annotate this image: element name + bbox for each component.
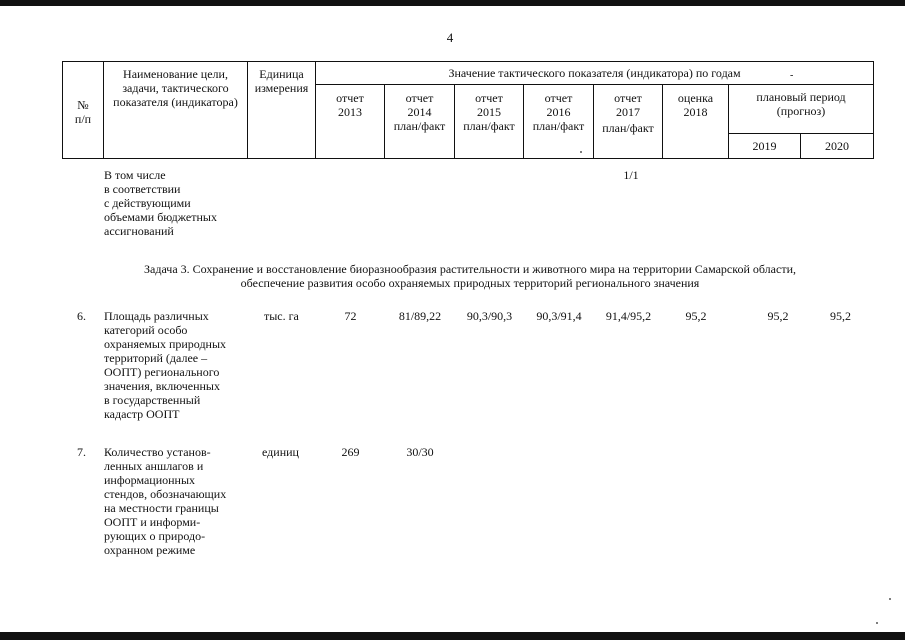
header-num-cell: № п/п bbox=[63, 62, 104, 159]
row-6-value-2016: 90,3/91,4 bbox=[536, 309, 582, 323]
row-6-value-2020: 95,2 bbox=[830, 309, 851, 323]
row-6-value-2014: 81/89,22 bbox=[398, 309, 442, 323]
row-6-value-2017: 91,4/95,2 bbox=[605, 309, 652, 323]
header-year-2019: 2019 bbox=[729, 133, 801, 158]
header-year-2014: отчет 2014 план/факт bbox=[385, 85, 455, 159]
row-7-value-2013: 269 bbox=[341, 445, 360, 459]
intro-row-2017-value: 1/1 bbox=[623, 168, 639, 182]
row-6-name: Площадь различных категорий особо охраняемых природных территорий (далее – ООПТ) регионального значения, включенных в государственный кадастр ООПТ bbox=[104, 309, 227, 421]
row-6-value-2015: 90,3/90,3 bbox=[466, 309, 513, 323]
row-6-value-2018: 95,2 bbox=[685, 309, 707, 323]
header-year-2017: отчет 2017 план/факт bbox=[594, 85, 663, 159]
intro-row-text: В том числе в соответствии с действующими объемами бюджетных ассигнований bbox=[104, 168, 217, 238]
row-6-unit: тыс. га bbox=[264, 309, 299, 323]
row-6-value-2019: 95,2 bbox=[767, 309, 789, 323]
scan-speck bbox=[876, 622, 878, 624]
header-table bbox=[62, 61, 874, 159]
scan-bottom-border bbox=[0, 632, 905, 640]
header-year-2015: отчет 2015 план/факт bbox=[455, 85, 524, 159]
header-planned-period: плановый период (прогноз) bbox=[729, 85, 874, 134]
header-unit-label: Единица bbox=[259, 67, 304, 81]
header-year-2018: оценка 2018 bbox=[663, 85, 729, 159]
header-name-cell bbox=[104, 62, 248, 159]
page-number: 4 bbox=[446, 30, 454, 45]
row-7-unit: единиц bbox=[262, 445, 299, 459]
header-values-title: Значение тактического показателя (индикатора) по годам bbox=[316, 62, 874, 85]
header-unit-cell: Единица измерения bbox=[248, 62, 316, 159]
header-year-2020: 2020 bbox=[801, 133, 874, 158]
scan-speck bbox=[889, 598, 891, 600]
scan-speck bbox=[580, 151, 582, 153]
row-7-name: Количество установ- ленных аншлагов и информационных стендов, обозначающих на местности границы ООПТ и информи- рующих о природо- охранном режиме bbox=[104, 445, 227, 557]
row-7-number: 7. bbox=[77, 445, 86, 459]
task3-title: Задача 3. Сохранение и восстановление биоразнообразия растительности и животного мира на территории Самарской области, обеспечение развития особо охраняемых природных территорий регионального значения bbox=[144, 262, 796, 290]
header-name-label: Наименование цели, задачи, тактического показателя (индикатора) bbox=[113, 67, 238, 109]
header-year-2016: отчет 2016 план/факт bbox=[524, 85, 594, 159]
header-num-label: № bbox=[77, 98, 89, 112]
row-6-number: 6. bbox=[77, 309, 86, 323]
scan-top-border bbox=[0, 0, 905, 6]
row-6-value-2013: 72 bbox=[344, 309, 357, 323]
header-year-2013: отчет 2013 bbox=[316, 85, 385, 159]
row-7-value-2014: 30/30 bbox=[406, 445, 434, 459]
stray-dash-mark: - bbox=[790, 70, 794, 81]
